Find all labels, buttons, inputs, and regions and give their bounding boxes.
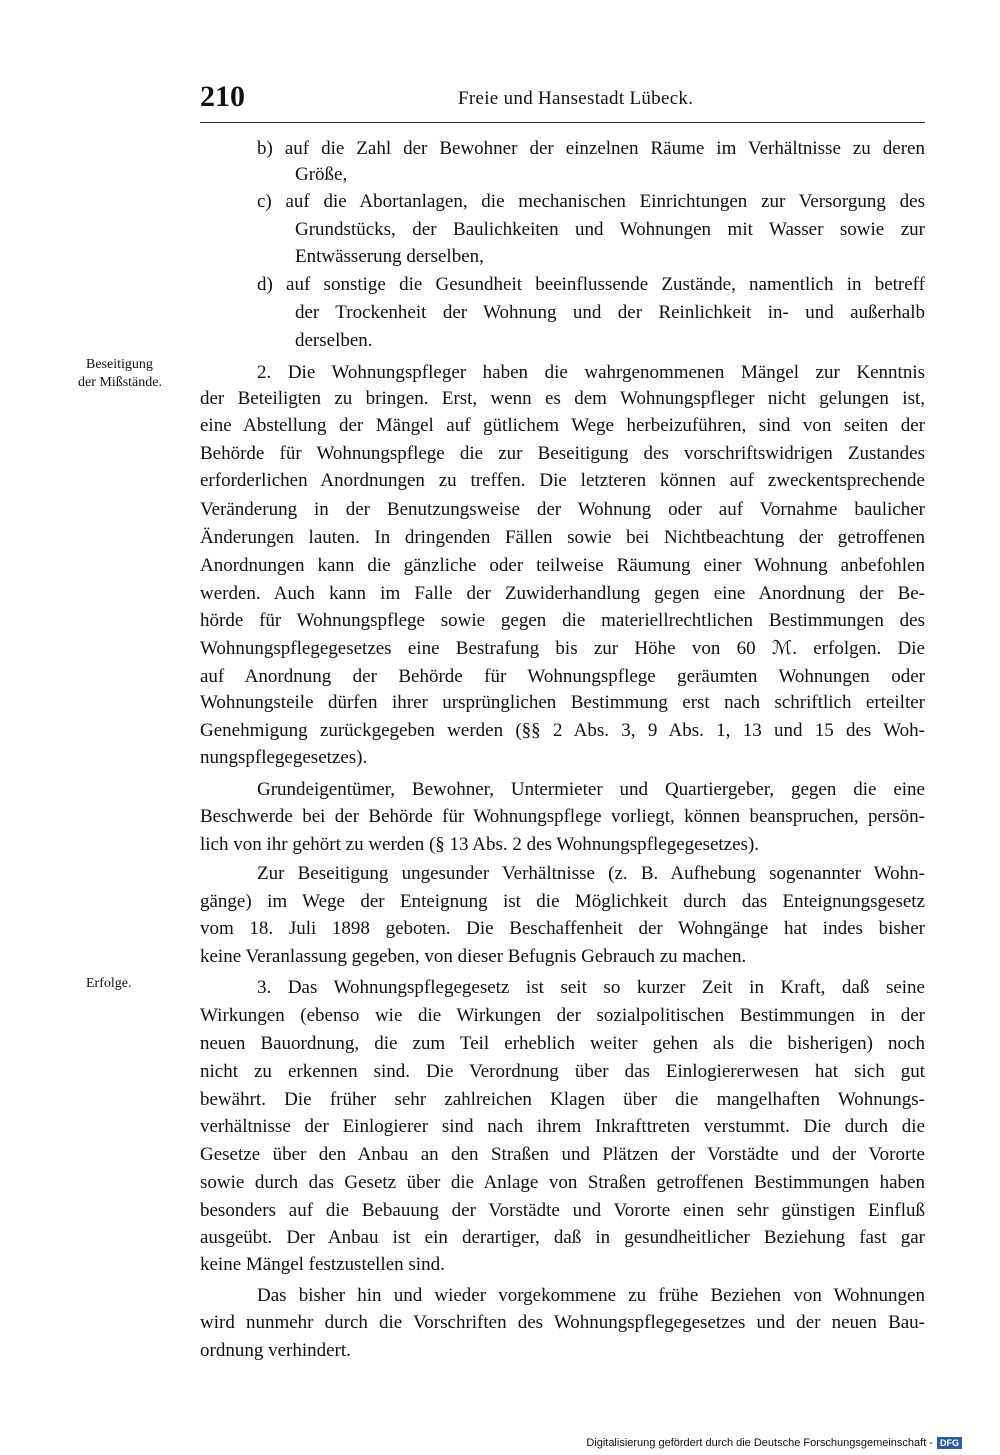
text-line: wird nunmehr durch die Vorschriften des Wohnungspflegegesetzes und der neuen Bau-	[200, 1312, 925, 1333]
text-line: lich von ihr gehört zu werden (§ 13 Abs. 2 des Wohnungspflegegesetzes).	[200, 834, 760, 855]
footer-text: Digitalisierung gefördert durch die Deutsche Forschungsgemeinschaft -	[586, 1437, 933, 1449]
text-line: keine Mängel festzustellen sind.	[200, 1254, 445, 1275]
text-line: besonders auf die Bebauung der Vorstädte und Vororte einen sehr günstigen Einfluß	[200, 1200, 925, 1221]
text-line: keine Veranlassung gegeben, von dieser Befugnis Gebrauch zu machen.	[200, 946, 747, 967]
text-line: Änderungen lauten. In dringenden Fällen sowie bei Nichtbeachtung der getroffenen	[200, 527, 925, 548]
text-line: Beschwerde bei der Behörde für Wohnungspflege vorliegt, können beanspruchen, persön-	[200, 806, 925, 827]
text-line: Veränderung in der Benutzungsweise der Wohnung oder auf Vornahme baulicher	[200, 499, 925, 520]
text-line: vom 18. Juli 1898 geboten. Die Beschaffenheit der Wohngänge hat indes bisher	[200, 918, 925, 939]
text-line: hörde für Wohnungspflege sowie gegen die materiellrechtlichen Bestimmungen des	[200, 610, 925, 631]
text-line: Gesetze über den Anbau an den Straßen und Plätzen der Vorstädte und der Vororte	[200, 1144, 925, 1165]
running-head: Freie und Hansestadt Lübeck.	[458, 88, 694, 109]
text-line: erforderlichen Anordnungen zu treffen. Die letzteren können auf zweckentsprechende	[200, 470, 925, 491]
page-header	[200, 80, 925, 120]
text-line: derselben.	[295, 330, 373, 351]
text-line: Wirkungen (ebenso wie die Wirkungen der sozialpolitischen Bestimmungen in der	[200, 1005, 925, 1026]
text-line: Genehmigung zurückgegeben werden (§§ 2 Abs. 3, 9 Abs. 1, 13 und 15 des Woh-	[200, 720, 925, 741]
text-line: Das bisher hin und wieder vorgekommene zu frühe Beziehen von Wohnungen	[257, 1285, 925, 1306]
text-line: c) auf die Abortanlagen, die mechanischen Einrichtungen zur Versorgung des	[257, 191, 925, 212]
text-line: Zur Beseitigung ungesunder Verhältnisse (z. B. Aufhebung sogenannter Wohn-	[257, 863, 925, 884]
text-line: verhältnisse der Einlogierer sind nach ihrem Inkrafttreten verstummt. Die durch die	[200, 1116, 925, 1137]
header-rule	[200, 122, 925, 123]
text-line: der Trockenheit der Wohnung und der Reinlichkeit in- und außerhalb	[295, 302, 925, 323]
text-line: eine Abstellung der Mängel auf gütlichem Wege herbeizuführen, sind von seiten der	[200, 415, 925, 436]
text-line: b) auf die Zahl der Bewohner der einzelnen Räume im Verhältnisse zu deren	[257, 138, 925, 159]
text-line: nungspflegegesetzes).	[200, 747, 368, 768]
text-line: sowie durch das Gesetz über die Anlage von Straßen getroffenen Bestimmungen haben	[200, 1172, 925, 1193]
margin-note-beseitigung	[78, 356, 162, 392]
text-line: Anordnungen kann die gänzliche oder teilweise Räumung einer Wohnung anbefohlen	[200, 555, 925, 576]
text-line: neuen Bauordnung, die zum Teil erheblich weiter gehen als die bisherigen) noch	[200, 1033, 925, 1054]
text-line: bewährt. Die früher sehr zahlreichen Klagen über die mangelhaften Wohnungs-	[200, 1089, 925, 1110]
text-line: ausgeübt. Der Anbau ist ein derartiger, daß in gesundheitlicher Beziehung fast gar	[200, 1227, 925, 1248]
text-line: auf Anordnung der Behörde für Wohnungspflege geräumten Wohnungen oder	[200, 666, 925, 687]
dfg-logo: DFG	[937, 1437, 962, 1449]
text-line: Größe,	[295, 164, 348, 185]
text-line: 3. Das Wohnungspflegegesetz ist seit so kurzer Zeit in Kraft, daß seine	[257, 977, 925, 998]
text-line: werden. Auch kann im Falle der Zuwiderhandlung gegen eine Anordnung der Be-	[200, 583, 925, 604]
margin-note-line: der Mißstände.	[78, 375, 162, 390]
page-number: 210	[200, 80, 245, 113]
text-line: nicht zu erkennen sind. Die Verordnung über das Einlogiererwesen hat sich gut	[200, 1061, 925, 1082]
text-line: Entwässerung derselben,	[295, 246, 484, 267]
text-line: ordnung verhindert.	[200, 1340, 351, 1361]
text-line: Grundeigentümer, Bewohner, Untermieter und Quartiergeber, gegen die eine	[257, 779, 925, 800]
text-line: der Beteiligten zu bringen. Erst, wenn es dem Wohnungspfleger nicht gelungen ist,	[200, 388, 925, 409]
text-line: Wohnungsteile dürfen ihrer ursprünglichen Bestimmung erst nach schriftlich erteilter	[200, 692, 925, 713]
footer-credit	[586, 1437, 962, 1449]
text-line: Grundstücks, der Baulichkeiten und Wohnungen mit Wasser sowie zur	[295, 219, 925, 240]
text-line: gänge) im Wege der Enteignung ist die Möglichkeit durch das Enteignungsgesetz	[200, 891, 925, 912]
text-line: Wohnungspflegegesetzes eine Bestrafung bis zur Höhe von 60 ℳ. erfolgen. Die	[200, 638, 925, 659]
text-line: d) auf sonstige die Gesundheit beeinflussende Zustände, namentlich in betreff	[257, 274, 925, 295]
margin-note-line: Beseitigung	[86, 357, 153, 372]
margin-note-erfolge: Erfolge.	[86, 976, 132, 991]
text-line: 2. Die Wohnungspfleger haben die wahrgenommenen Mängel zur Kenntnis	[257, 362, 925, 383]
text-line: Behörde für Wohnungspflege die zur Beseitigung des vorschriftswidrigen Zustandes	[200, 443, 925, 464]
